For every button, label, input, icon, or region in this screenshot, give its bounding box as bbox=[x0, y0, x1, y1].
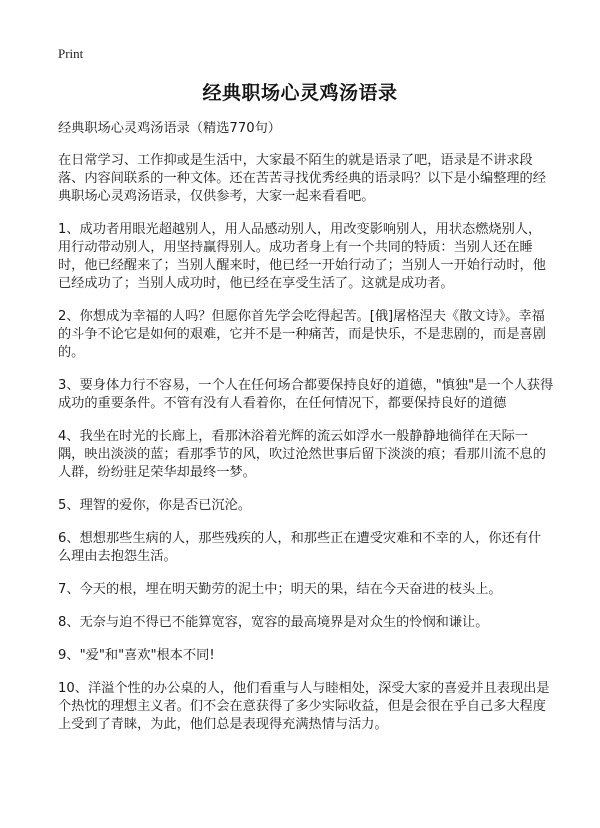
quote-item-2: 2、你想成为幸福的人吗？但愿你首先学会吃得起苦。[俄]屠格涅夫《散文诗》。幸福的斗争不论它是如何的艰难，它并不是一种痛苦，而是快乐，不是悲剧的，而是喜剧的。 bbox=[58, 309, 546, 360]
document-title: 经典职场心灵鸡汤语录 bbox=[202, 82, 398, 104]
quote-item-7: 7、今天的根，埋在明天勤劳的泥土中；明天的果，结在今天奋进的枝头上。 bbox=[58, 582, 502, 597]
quote-item-9: 9、"爱"和"喜欢"根本不同! bbox=[58, 648, 215, 663]
quote-item-1: 1、成功者用眼光超越别人，用人品感动别人，用改变影响别人，用状态燃烧别人，用行动带动别人，用坚持赢得别人。成功者身上有一个共同的特质：当别人还在睡时，他已经醒来了；当别人醒来时，他已经一开始行动了；当别人一开始行动时，他已经成功了；当别人成功时，他已经在享受生活了。这就是成功者。 bbox=[58, 222, 546, 291]
quote-item-6: 6、想想那些生病的人，那些残疾的人，和那些正在遭受灾难和不幸的人，你还有什么理由去抱怨生活。 bbox=[58, 531, 542, 564]
quote-item-4: 4、我坐在时光的长廊上，看那沐浴着光辉的流云如浮水一般静静地徜徉在天际一隅，映出淡淡的蓝；看那季节的风，吹过沧然世事后留下淡淡的痕；看那川流不息的人群，纷纷驻足荣华却最终一梦。 bbox=[58, 429, 546, 480]
quote-item-8: 8、无奈与迫不得已不能算宽容，宽容的最高境界是对众生的怜悯和谦让。 bbox=[58, 615, 489, 630]
document-body bbox=[58, 120, 554, 749]
quote-item-5: 5、理智的爱你，你是否已沉沦。 bbox=[58, 498, 252, 513]
print-label: Print bbox=[58, 46, 84, 61]
document-subtitle: 经典职场心灵鸡汤语录（精选770句） bbox=[58, 121, 281, 136]
intro-paragraph: 在日常学习、工作抑或是生活中，大家最不陌生的就是语录了吧，语录是不讲求段落、内容间联系的一种文体。还在苦苦寻找优秀经典的语录吗？以下是小编整理的经典职场心灵鸡汤语录，仅供参考，大家一起来看看吧。 bbox=[58, 153, 546, 204]
quote-item-10: 10、洋溢个性的办公桌的人，他们看重与人与睦相处，深受大家的喜爱并且表现出是个热忱的理想主义者。们不会在意获得了多少实际收益，但是会很在乎自己多大程度上受到了青睐，为此，他们总是表现得充满热情与活力。 bbox=[58, 681, 550, 732]
quote-item-3: 3、要身体力行不容易，一个人在任何场合都要保持良好的道德，"慎独"是一个人获得成功的重要条件。不管有没有人看着你，在任何情况下，都要保持良好的道德 bbox=[58, 378, 554, 411]
